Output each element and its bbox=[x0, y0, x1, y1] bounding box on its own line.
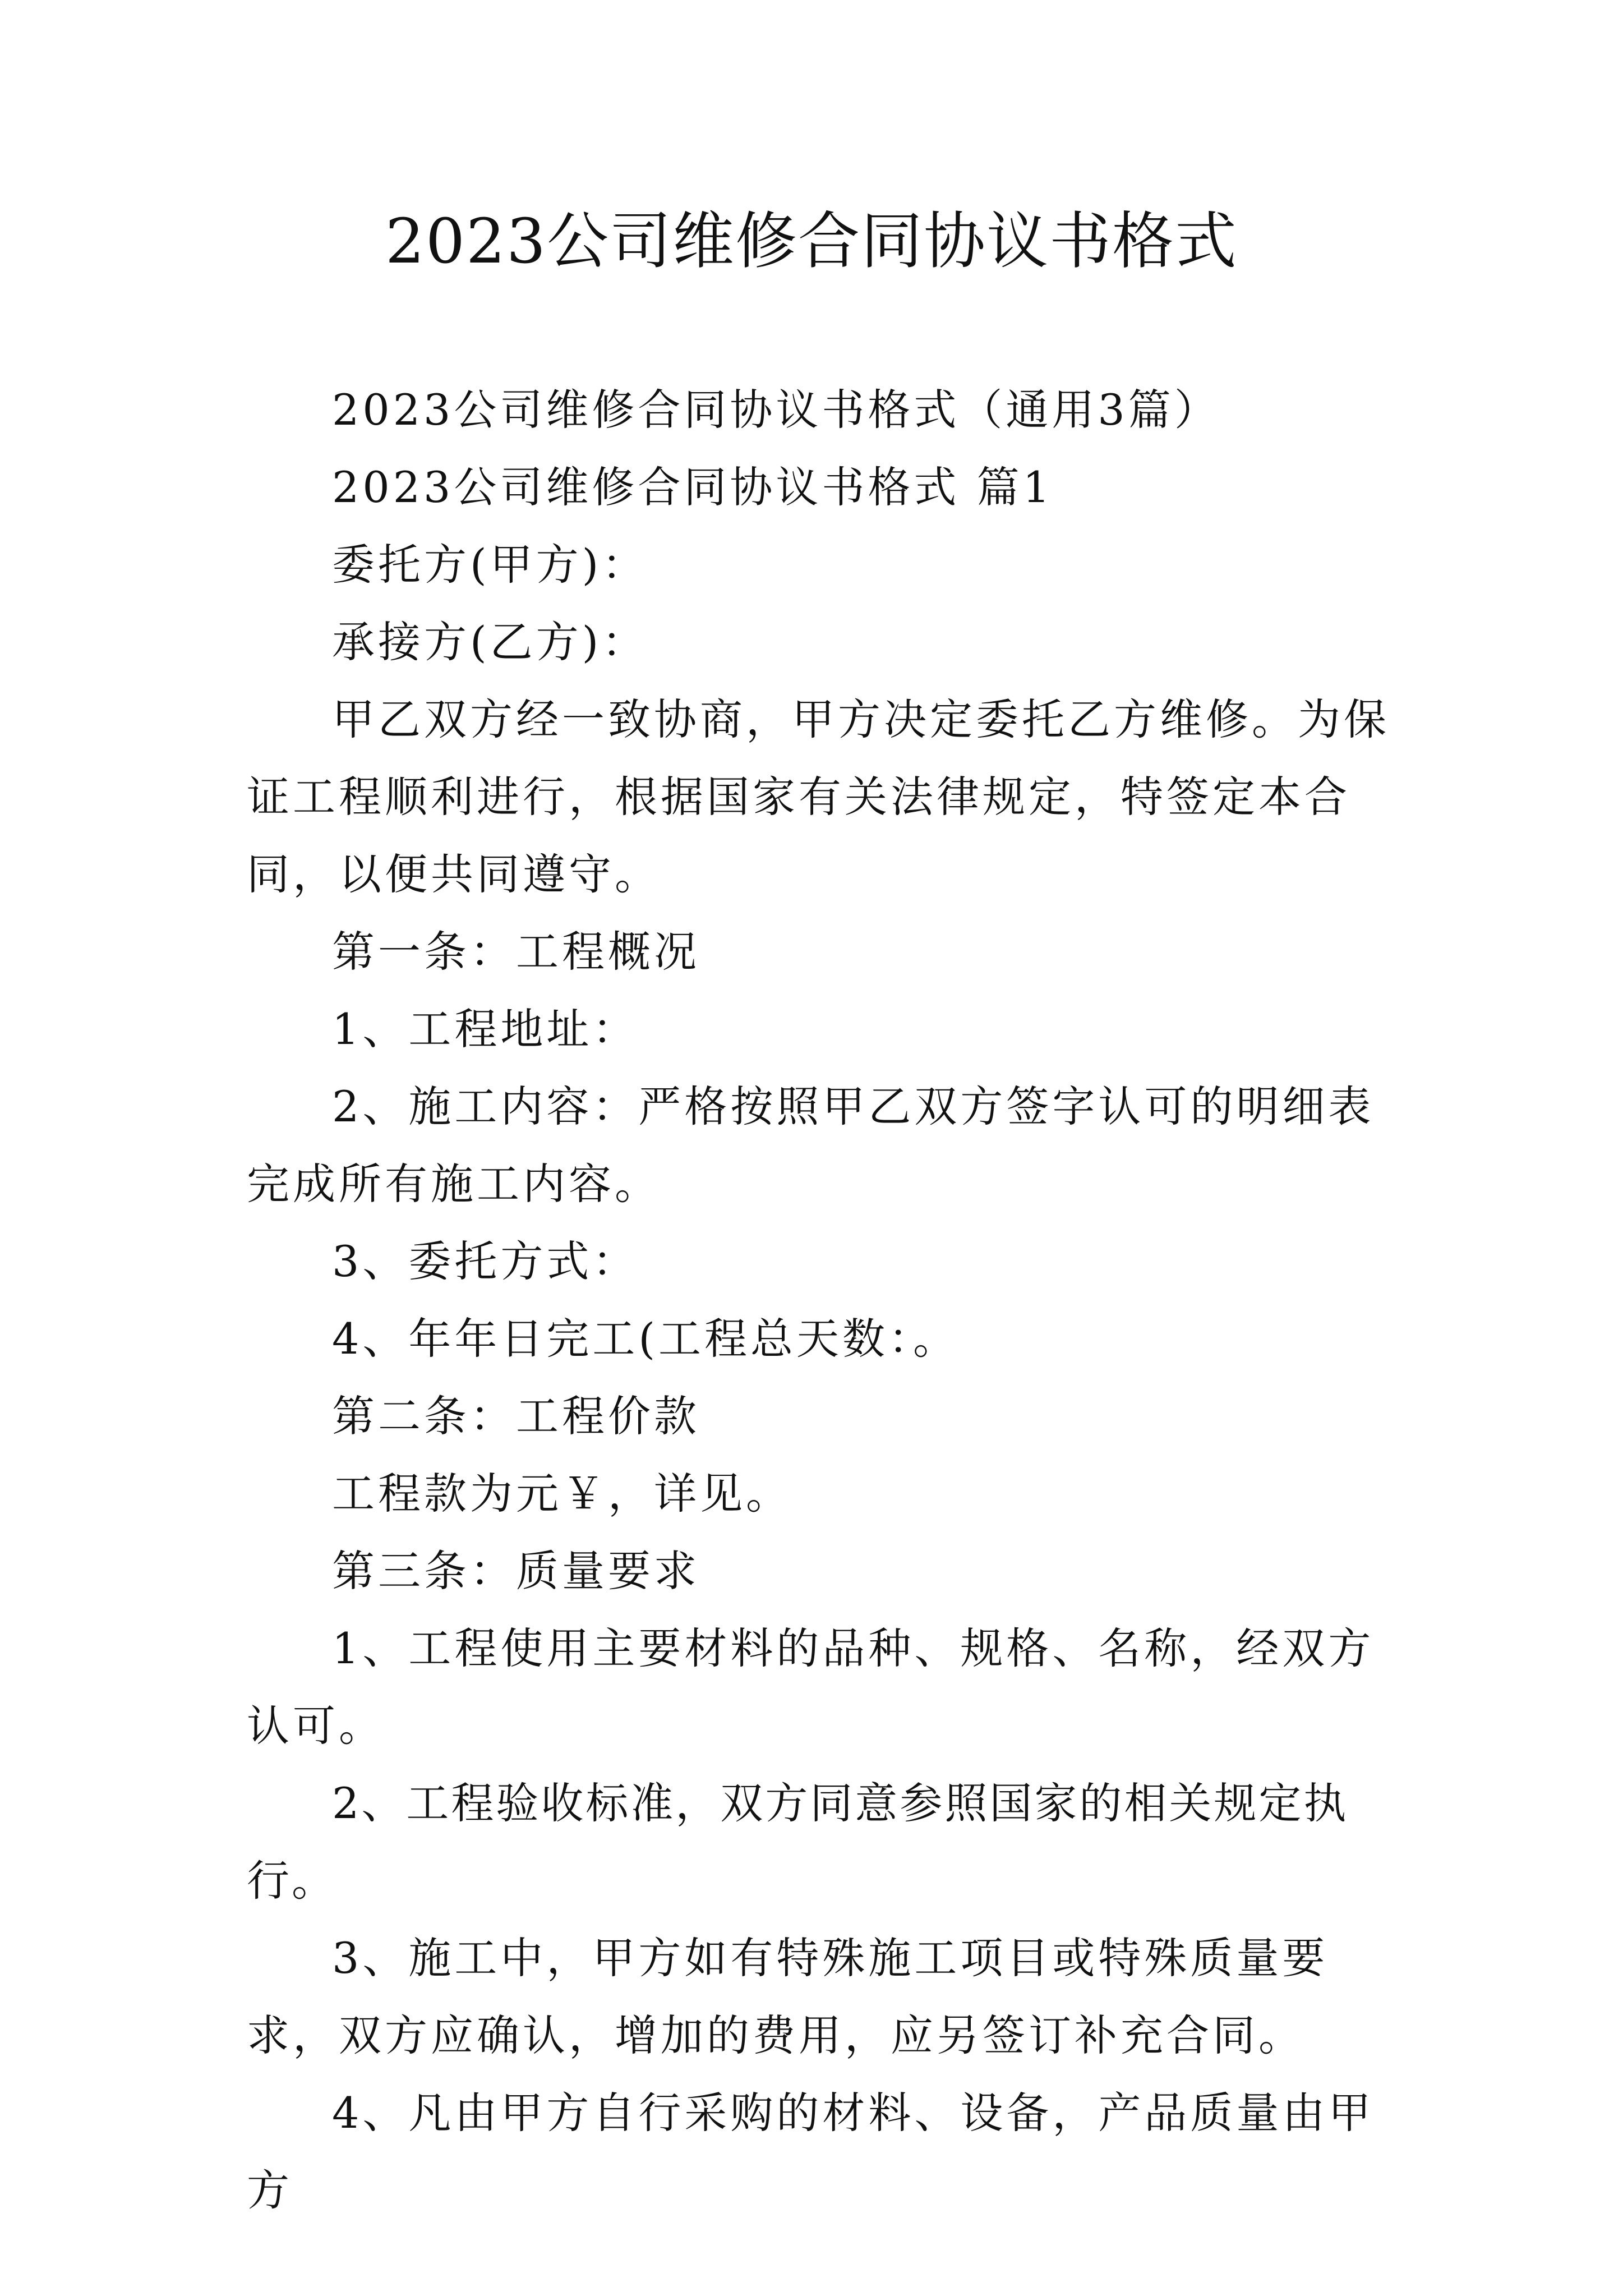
paragraph-preamble: 甲乙双方经一致协商，甲方决定委托乙方维修。为保证工程顺利进行，根据国家有关法律规定，特签定本合同，以便共同遵守。 bbox=[247, 694, 1390, 899]
paragraph-article-2-heading: 第二条：工程价款 bbox=[332, 1391, 700, 1441]
paragraph-article-1-heading: 第一条：工程概况 bbox=[332, 927, 700, 977]
document-body bbox=[247, 371, 1391, 2229]
paragraph-article-2-price: 工程款为元￥，详见。 bbox=[332, 1469, 792, 1519]
paragraph-party-a: 委托方(甲方)： bbox=[332, 540, 648, 590]
paragraph-article-1-item-4: 4、年年日完工(工程总天数：。 bbox=[332, 1314, 960, 1364]
paragraph-article-3-item-2: 2、工程验收标准，双方同意参照国家的相关规定执行。 bbox=[247, 1778, 1349, 1906]
paragraph-article-3-item-3: 3、施工中，甲方如有特殊施工项目或特殊质量要求，双方应确认，增加的费用，应另签订补充合同。 bbox=[247, 1933, 1329, 2060]
paragraph-subtitle: 2023公司维修合同协议书格式（通用3篇） bbox=[332, 385, 1220, 435]
paragraph-article-3-heading: 第三条：质量要求 bbox=[332, 1546, 700, 1596]
paragraph-article-3-item-4: 4、凡由甲方自行采购的材料、设备，产品质量由甲方 bbox=[247, 2088, 1375, 2215]
paragraph-article-1-item-2: 2、施工内容：严格按照甲乙双方签字认可的明细表完成所有施工内容。 bbox=[247, 1082, 1375, 1209]
paragraph-article-3-item-1: 1、工程使用主要材料的品种、规格、名称，经双方认可。 bbox=[247, 1623, 1375, 1751]
paragraph-article-1-item-3: 3、委托方式： bbox=[332, 1236, 639, 1286]
document-title: 2023公司维修合同协议书格式 bbox=[385, 205, 1238, 277]
paragraph-article-1-item-1: 1、工程地址： bbox=[332, 1004, 639, 1054]
paragraph-section-heading: 2023公司维修合同协议书格式 篇1 bbox=[332, 462, 1053, 512]
paragraph-party-b: 承接方(乙方)： bbox=[332, 617, 648, 667]
